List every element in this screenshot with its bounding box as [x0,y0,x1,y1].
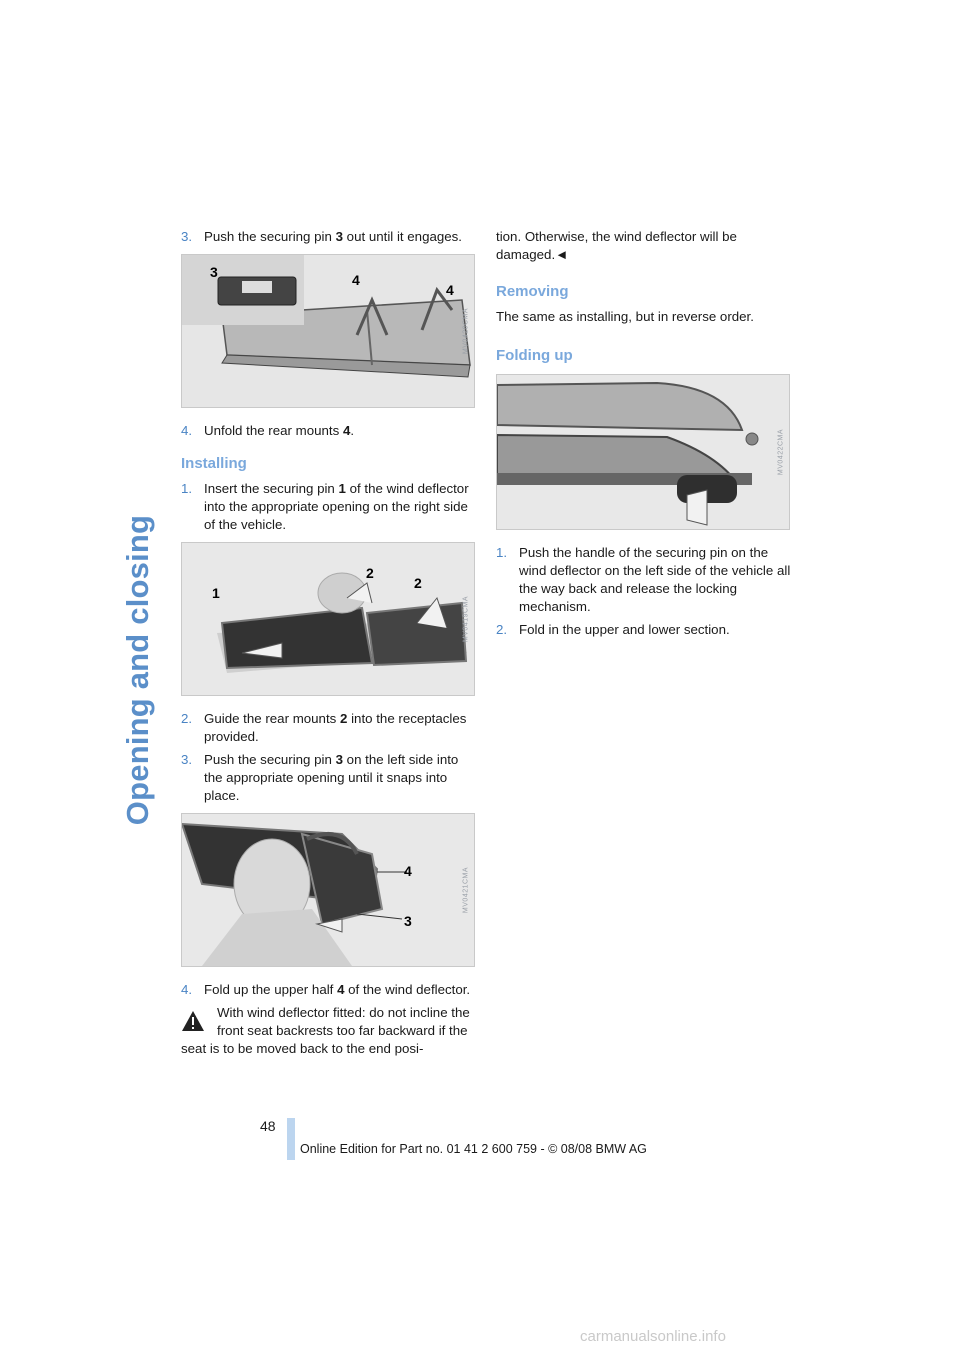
step-push-handle [496,544,791,616]
figure-code: MV0421CMA [462,866,470,914]
step-push-pin-out [181,228,475,246]
fig3-callout: 4 [404,863,412,879]
fig1-callout: 4 [446,282,454,298]
step-number: 4. [181,423,193,438]
fig2-callout: 1 [212,585,220,601]
step-guide-mounts [181,710,475,746]
step-text: Fold in the upper and lower section. [519,622,730,637]
right-column [496,228,791,644]
step-text: of the wind deflector. [344,982,471,997]
step-number: 4. [181,982,193,997]
step-number: 3. [181,752,193,767]
step-text: Fold up the upper half [204,982,338,997]
step-text: Insert the securing pin [204,481,339,496]
figure-securing-pin-mounts [181,254,475,408]
removing-text: The same as installing, but in reverse order. [496,309,754,324]
warning-text: With wind deflector fitted: do not incline the front seat backrests too far backward if the seat is to be moved back to the end posi- [181,1005,470,1056]
figure-fold-up [181,813,475,967]
step-bold-ref: 2 [340,711,348,726]
fig1-callout: 3 [210,264,218,280]
step-fold-upper-half [181,981,475,999]
step-bold-ref: 3 [335,752,343,767]
heading-installing: Installing [181,455,247,472]
step-text: . [350,423,355,438]
step-number: 1. [496,545,508,560]
left-column [181,228,475,1058]
step-number: 1. [181,481,193,496]
figure-insert-pin [181,542,475,696]
step-text: on the left side into the appropriate opening until it snaps into place. [204,752,459,803]
step-text: out until it engages. [342,229,463,244]
heading-removing: Removing [496,283,569,300]
figure-folding-up [496,374,790,530]
fig1-callout: 4 [352,272,360,288]
fig2-callout: 2 [414,575,422,591]
figure-code: MV0420CMA [462,307,470,355]
step-text: Push the securing pin [204,229,336,244]
figure-code: MV0419CMA [462,595,470,643]
step-text: Guide the rear mounts [204,711,340,726]
figure-code: MV0422CMA [777,428,785,476]
step-push-pin-left [181,751,475,805]
section-title-text: Opening and closing [120,514,155,826]
edition-note: Online Edition for Part no. 01 41 2 600 759 - © 08/08 BMW AG [300,1142,647,1156]
step-number: 2. [181,711,193,726]
site-watermark: carmanualsonline.info [580,1328,726,1345]
step-text: Unfold the rear mounts [204,423,343,438]
footer-accent-bar [287,1118,295,1160]
step-text: Push the handle of the securing pin on the wind deflector on the left side of the vehicle all the way back and release the locking mechanism. [519,545,791,614]
step-number: 3. [181,229,193,244]
warning-note [181,1004,475,1058]
step-text: into the receptacles provided. [204,711,467,744]
page-number: 48 [260,1118,276,1134]
step-bold-ref: 1 [338,481,346,496]
step-insert-pin [181,480,475,534]
step-fold-sections [496,621,791,639]
fig2-callout: 2 [366,565,374,581]
fig3-callout: 3 [404,913,412,929]
step-unfold-mounts [181,422,475,440]
section-side-title [108,230,168,1110]
step-bold-ref: 4 [337,982,345,997]
warning-icon [181,1010,205,1032]
step-bold-ref: 3 [335,229,343,244]
step-bold-ref: 4 [342,423,351,438]
step-text: of the wind deflector into the appropriate opening on the right side of the vehicle. [204,481,469,532]
step-text: Push the securing pin [204,752,336,767]
step-number: 2. [496,622,508,637]
heading-folding-up: Folding up [496,347,573,364]
warning-continuation: tion. Otherwise, the wind deflector will be damaged.◄ [496,229,737,262]
